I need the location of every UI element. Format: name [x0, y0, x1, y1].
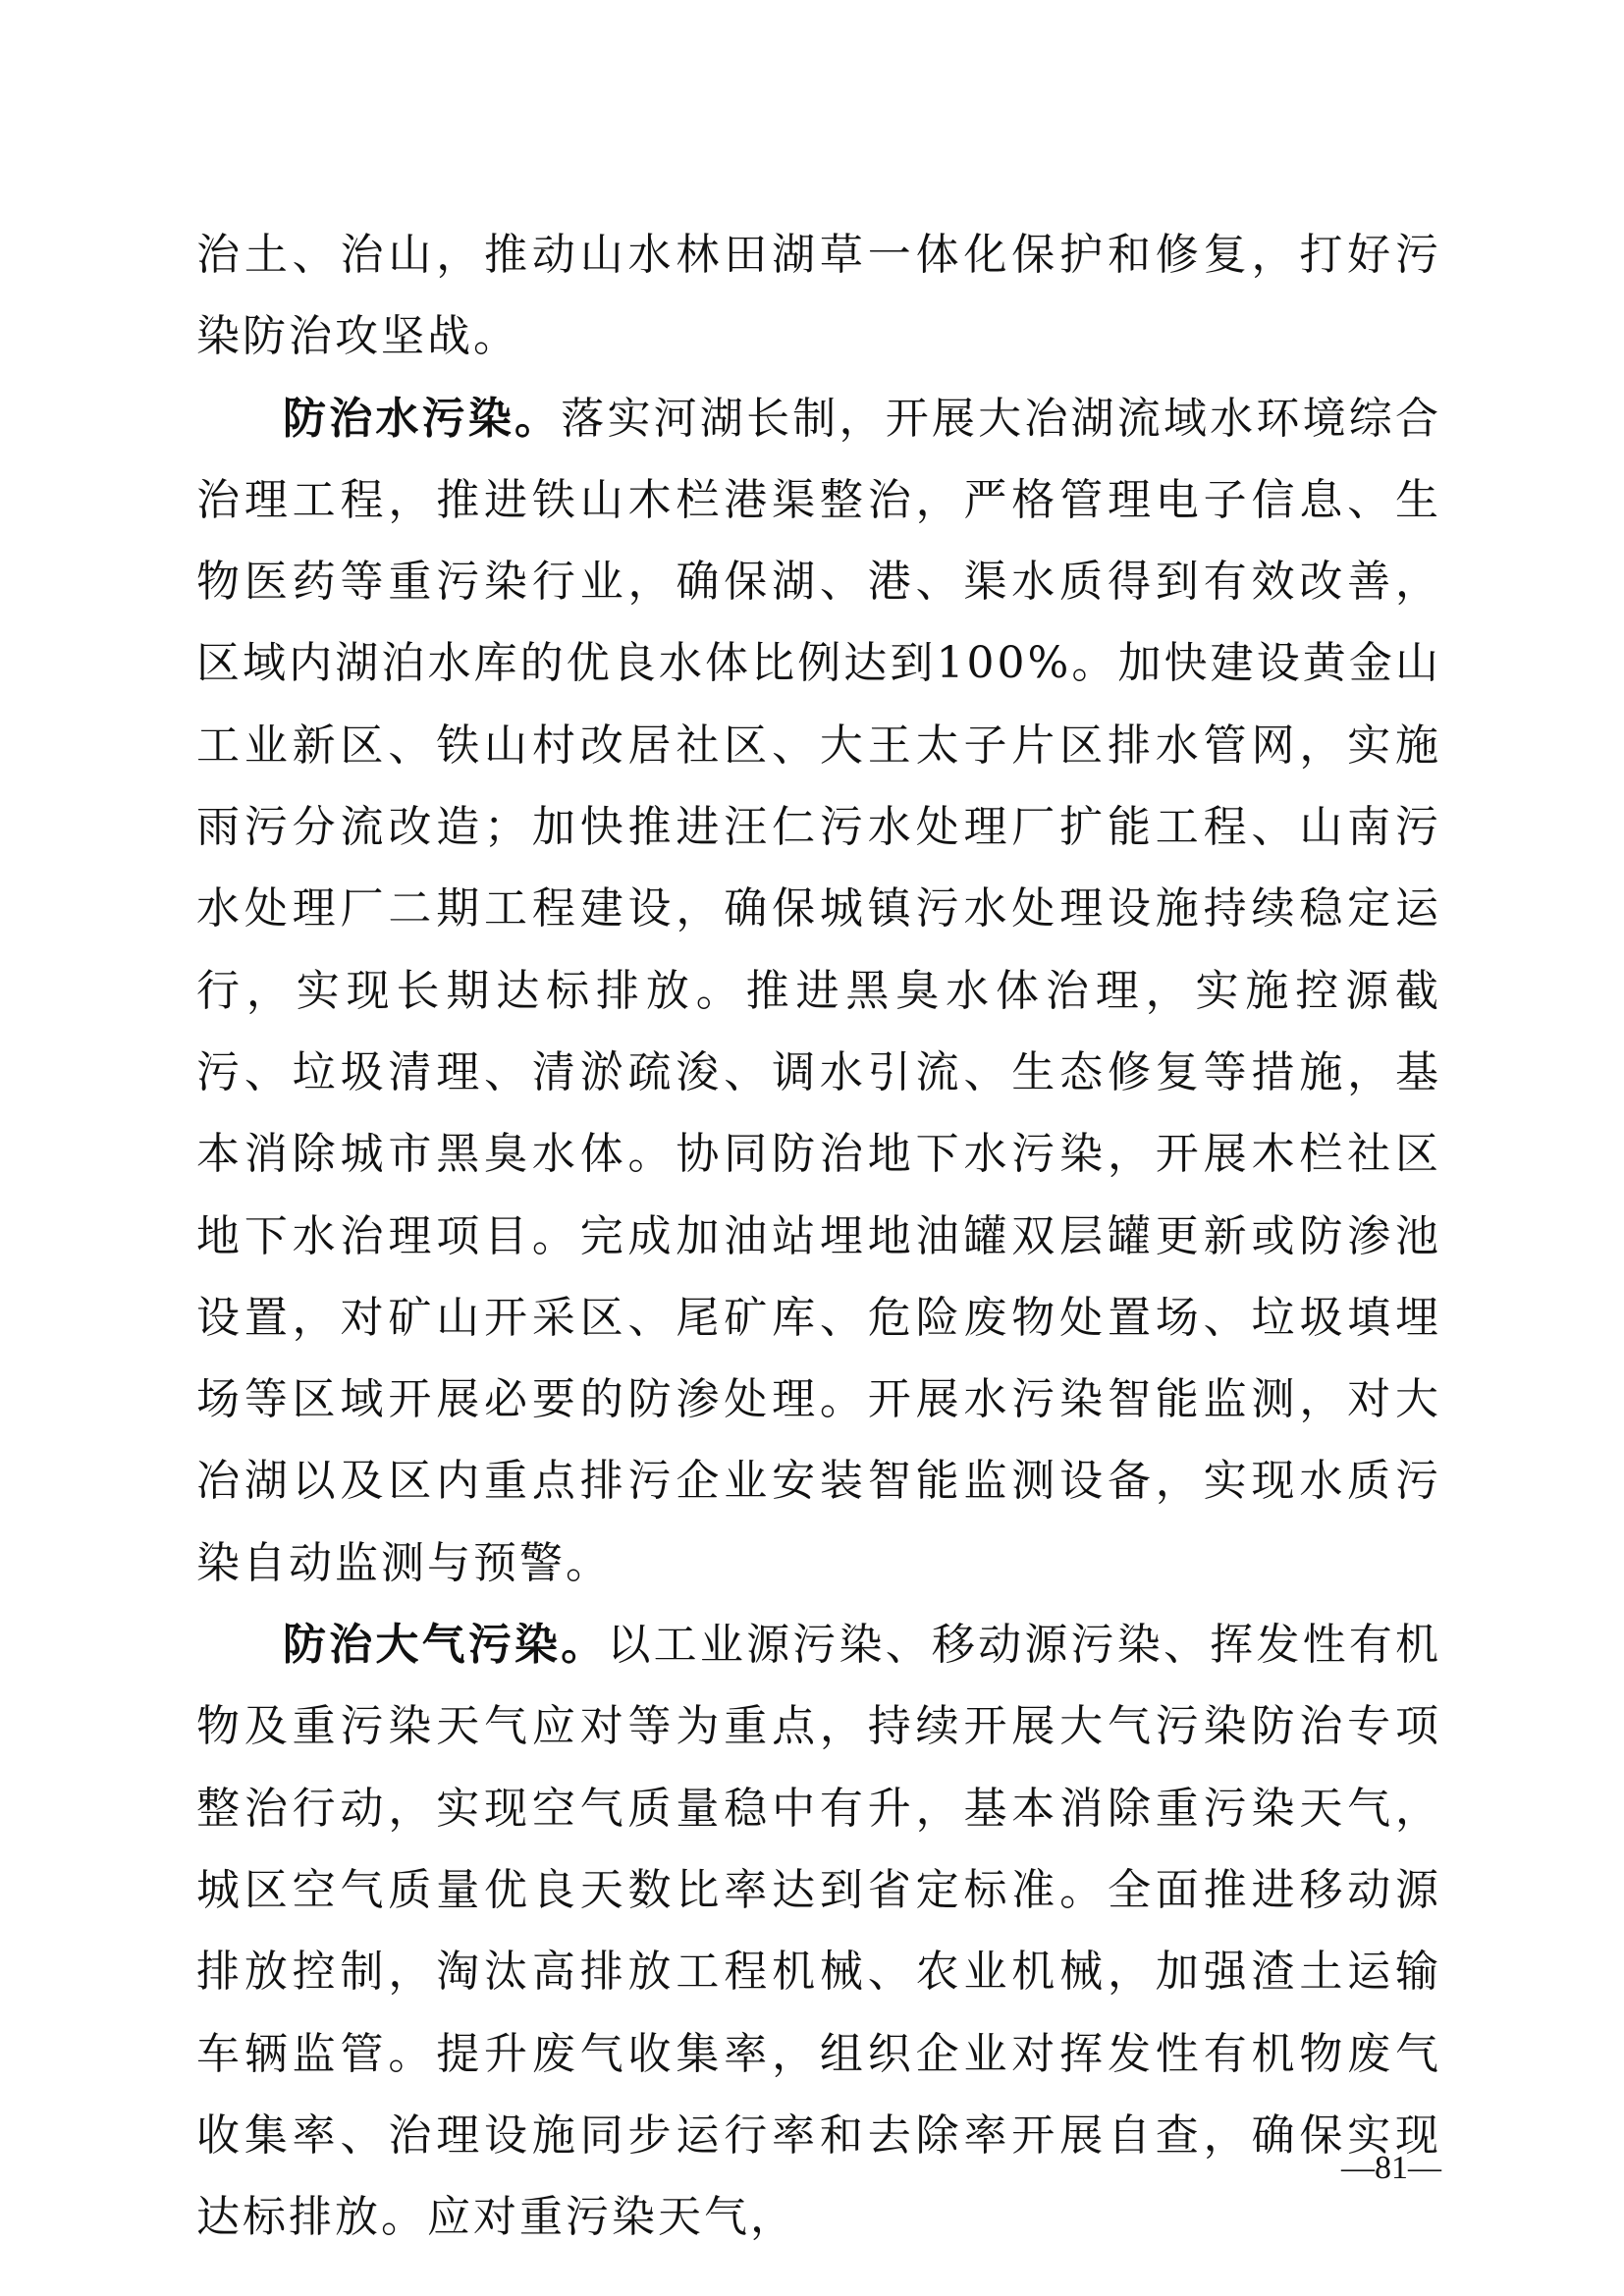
paragraph-water-pollution: [196, 378, 1441, 1604]
paragraph-heading: 防治大气污染。: [283, 1620, 608, 1671]
paragraph-heading: 防治水污染。: [283, 393, 562, 444]
paragraph-text: 治土、治山，推动山水林田湖草一体化保护和修复，打好污染防治攻坚战。: [196, 230, 1441, 362]
paragraph-text: 落实河湖长制，开展大冶湖流域水环境综合治理工程，推进铁山木栏港渠整治，严格管理电子信息、生物医药等重污染行业，确保湖、港、渠水质得到有效改善，区域内湖泊水库的优良水体比例达到100%。加快建设黄金山工业新区、铁山村改居社区、大王太子片区排水管网，实施雨污分流改造；加快推进汪仁污水处理厂扩能工程、山南污水处理厂二期工程建设，确保城镇污水处理设施持续稳定运行，实现长期达标排放。推进黑臭水体治理，实施控源截污、垃圾清理、清淤疏浚、调水引流、生态修复等措施，基本消除城市黑臭水体。协同防治地下水污染，开展木栏社区地下水治理项目。完成加油站埋地油罐双层罐更新或防渗池设置，对矿山开采区、尾矿库、危险废物处置场、垃圾填埋场等区域开展必要的防渗处理。开展水污染智能监测，对大冶湖以及区内重点排污企业安装智能监测设备，实现水质污染自动监测与预警。: [196, 393, 1441, 1588]
paragraph-continuation: [196, 214, 1441, 378]
paragraph-air-pollution: [196, 1604, 1441, 2258]
page-number: —81—: [1341, 2150, 1441, 2186]
paragraph-text: 以工业源污染、移动源污染、挥发性有机物及重污染天气应对等为重点，持续开展大气污染防治专项整治行动，实现空气质量稳中有升，基本消除重污染天气，城区空气质量优良天数比率达到省定标准。全面推进移动源排放控制，淘汰高排放工程机械、农业机械，加强渣土运输车辆监管。提升废气收集率，组织企业对挥发性有机物废气收集率、治理设施同步运行率和去除率开展自查，确保实现达标排放。应对重污染天气，: [196, 1620, 1442, 2243]
body-text: [196, 214, 1441, 2258]
